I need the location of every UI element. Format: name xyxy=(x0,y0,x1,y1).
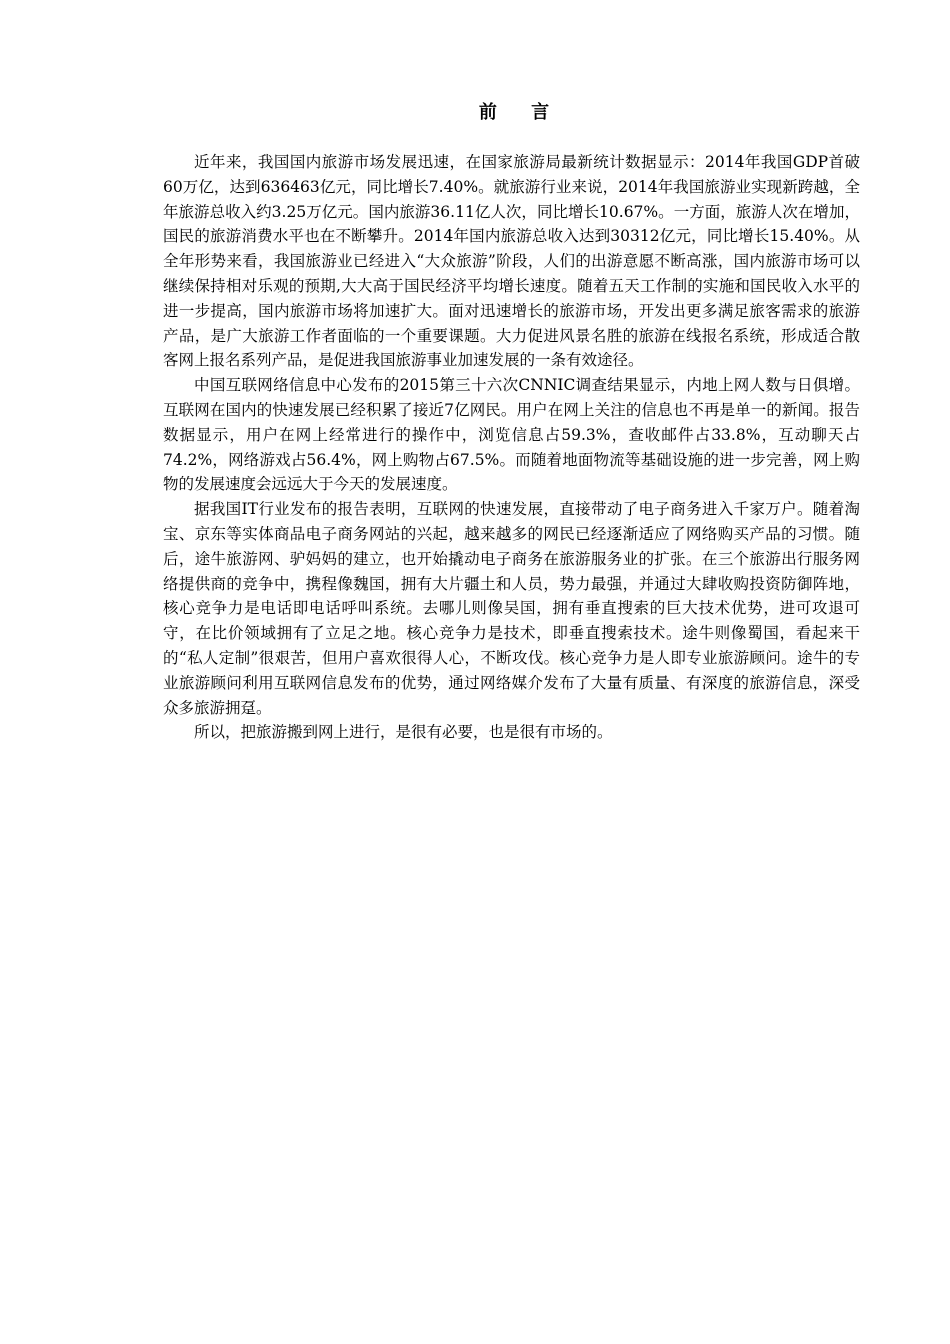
document-body xyxy=(163,150,860,745)
page-title: 前 言 xyxy=(478,102,564,123)
paragraph: 所以，把旅游搬到网上进行，是很有必要，也是很有市场的。 xyxy=(194,723,613,742)
paragraph: 中国互联网络信息中心发布的2015第三十六次CNNIC调查结果显示，内地上网人数与日俱增。互联网在国内的快速发展已经积累了接近7亿网民。用户在网上关注的信息也不再是单一的新闻。报告数据显示，用户在网上经常进行的操作中，浏览信息占59.3%，查收邮件占33.8%，互动聊天占74.2%，网络游戏占56.4%，网上购物占67.5%。而随着地面物流等基础设施的进一步完善，网上购物的发展速度会远远大于今天的发展速度。 xyxy=(163,376,860,494)
paragraph: 近年来，我国国内旅游市场发展迅速，在国家旅游局最新统计数据显示：2014年我国GDP首破60万亿，达到636463亿元，同比增长7.40%。就旅游行业来说，2014年我国旅游业实现新跨越，全年旅游总收入约3.25万亿元。国内旅游36.11亿人次，同比增长10.67%。一方面，旅游人次在增加，国民的旅游消费水平也在不断攀升。2014年国内旅游总收入达到30312亿元，同比增长15.40%。从全年形势来看，我国旅游业已经进入“大众旅游”阶段，人们的出游意愿不断高涨，国内旅游市场可以继续保持相对乐观的预期,大大高于国民经济平均增长速度。随着五天工作制的实施和国民收入水平的进一步提高，国内旅游市场将加速扩大。面对迅速增长的旅游市场，开发出更多满足旅客需求的旅游产品，是广大旅游工作者面临的一个重要课题。大力促进风景名胜的旅游在线报名系统，形成适合散客网上报名系列产品，是促进我国旅游事业加速发展的一条有效途径。 xyxy=(163,153,860,370)
paragraph: 据我国IT行业发布的报告表明，互联网的快速发展，直接带动了电子商务进入千家万户。随着淘宝、京东等实体商品电子商务网站的兴起，越来越多的网民已经逐渐适应了网络购买产品的习惯。随后，途牛旅游网、驴妈妈的建立，也开始撬动电子商务在旅游服务业的扩张。在三个旅游出行服务网络提供商的竞争中，携程像魏国，拥有大片疆土和人员，势力最强，并通过大肆收购投资防御阵地，核心竞争力是电话即电话呼叫系统。去哪儿则像吴国，拥有垂直搜索的巨大技术优势，进可攻退可守，在比价领域拥有了立足之地。核心竞争力是技术，即垂直搜索技术。途牛则像蜀国，看起来干的“私人定制”很艰苦，但用户喜欢很得人心，不断攻伐。核心竞争力是人即专业旅游顾问。途牛的专业旅游顾问利用互联网信息发布的优势，通过网络媒介发布了大量有质量、有深度的旅游信息，深受众多旅游拥趸。 xyxy=(163,500,860,717)
